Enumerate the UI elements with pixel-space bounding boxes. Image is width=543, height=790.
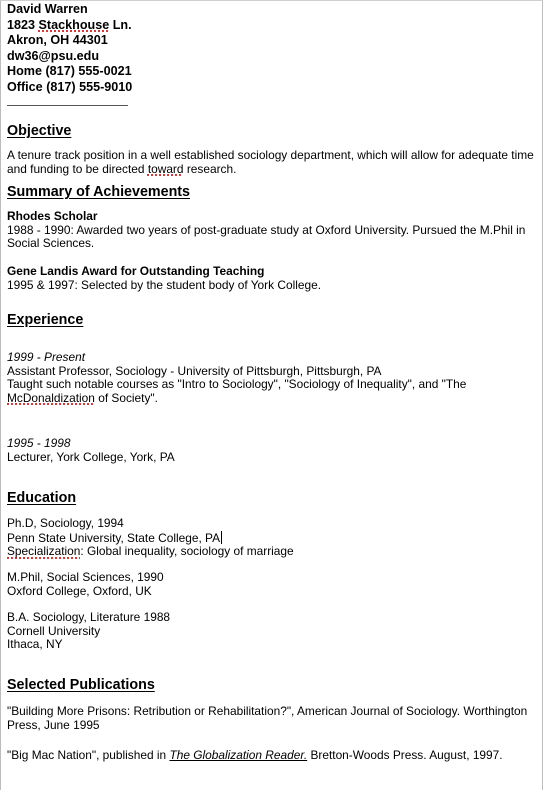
job-detail: Taught such notable courses as "Intro to Sociology", "Sociology of Inequality", and "The McDonaldization of Society". <box>7 377 467 405</box>
contact-email: dw36@psu.edu <box>7 48 100 63</box>
education-entry <box>7 611 537 652</box>
achievement-title: Rhodes Scholar <box>7 209 98 223</box>
job-role: Lecturer, York College, York, PA <box>7 449 175 464</box>
location-line: Ithaca, NY <box>7 637 63 652</box>
degree-line: B.A. Sociology, Literature 1988 <box>7 610 171 624</box>
achievement-text: 1988 - 1990: Awarded two years of post-graduate study at Oxford University. Pursued the M.Phil in Social Sciences. <box>7 222 526 251</box>
degree-line: Ph.D, Sociology, 1994 <box>7 516 124 530</box>
education-entry <box>7 517 537 559</box>
contact-home-phone: Home (817) 555-0021 <box>7 64 132 79</box>
institution-line: Oxford College, Oxford, UK <box>7 583 152 598</box>
achievement-text: 1995 & 1997: Selected by the student body of York College. <box>7 277 322 292</box>
objective-heading: Objective <box>7 123 72 139</box>
page-left-edge <box>0 0 1 790</box>
publications-heading: Selected Publications <box>7 677 155 693</box>
job-role: Assistant Professor, Sociology - University of Pittsburgh, Pittsburgh, PA <box>7 363 382 378</box>
text-cursor <box>221 531 222 544</box>
specialization-text: : Global inequality, sociology of marriage <box>80 544 294 559</box>
degree-line: M.Phil, Social Sciences, 1990 <box>7 570 164 584</box>
job-entry <box>7 351 537 405</box>
contact-block <box>7 2 132 96</box>
contact-office-phone: Office (817) 555-9010 <box>7 79 133 94</box>
publication-book-title: The Globalization Reader. <box>169 748 308 762</box>
achievement-item <box>7 210 537 251</box>
publication-suffix: Bretton-Woods Press. August, 1997. <box>307 748 503 762</box>
publication-item: "Building More Prisons: Retribution or Rehabilitation?", American Journal of Sociology. Worthington Press, June 1995 <box>7 704 528 732</box>
job-dates: 1999 - Present <box>7 350 85 364</box>
job-dates: 1995 - 1998 <box>7 436 71 450</box>
publication-prefix: "Big Mac Nation", published in <box>7 748 170 762</box>
contact-name: David Warren <box>7 2 88 16</box>
experience-heading: Experience <box>7 312 84 328</box>
education-entry <box>7 571 537 598</box>
contact-city: Akron, OH 44301 <box>7 33 108 48</box>
contact-divider <box>7 105 128 106</box>
objective-text: A tenure track position in a well established sociology department, which will allow for adequate time and funding to be directed toward research. <box>7 148 534 176</box>
institution-line <box>7 531 537 546</box>
publication-item <box>7 749 537 763</box>
institution-text: Penn State University, State College, PA <box>7 530 221 545</box>
specialization-label: Specialization <box>7 544 81 559</box>
job-entry <box>7 437 537 464</box>
page-top-edge <box>0 0 543 1</box>
contact-street: 1823 Stackhouse Ln. <box>7 17 132 32</box>
education-heading: Education <box>7 490 77 506</box>
specialization-line <box>7 545 537 559</box>
institution-line: Cornell University <box>7 623 101 638</box>
achievements-heading: Summary of Achievements <box>7 184 191 200</box>
achievement-title: Gene Landis Award for Outstanding Teaching <box>7 264 265 278</box>
achievement-item <box>7 265 537 292</box>
